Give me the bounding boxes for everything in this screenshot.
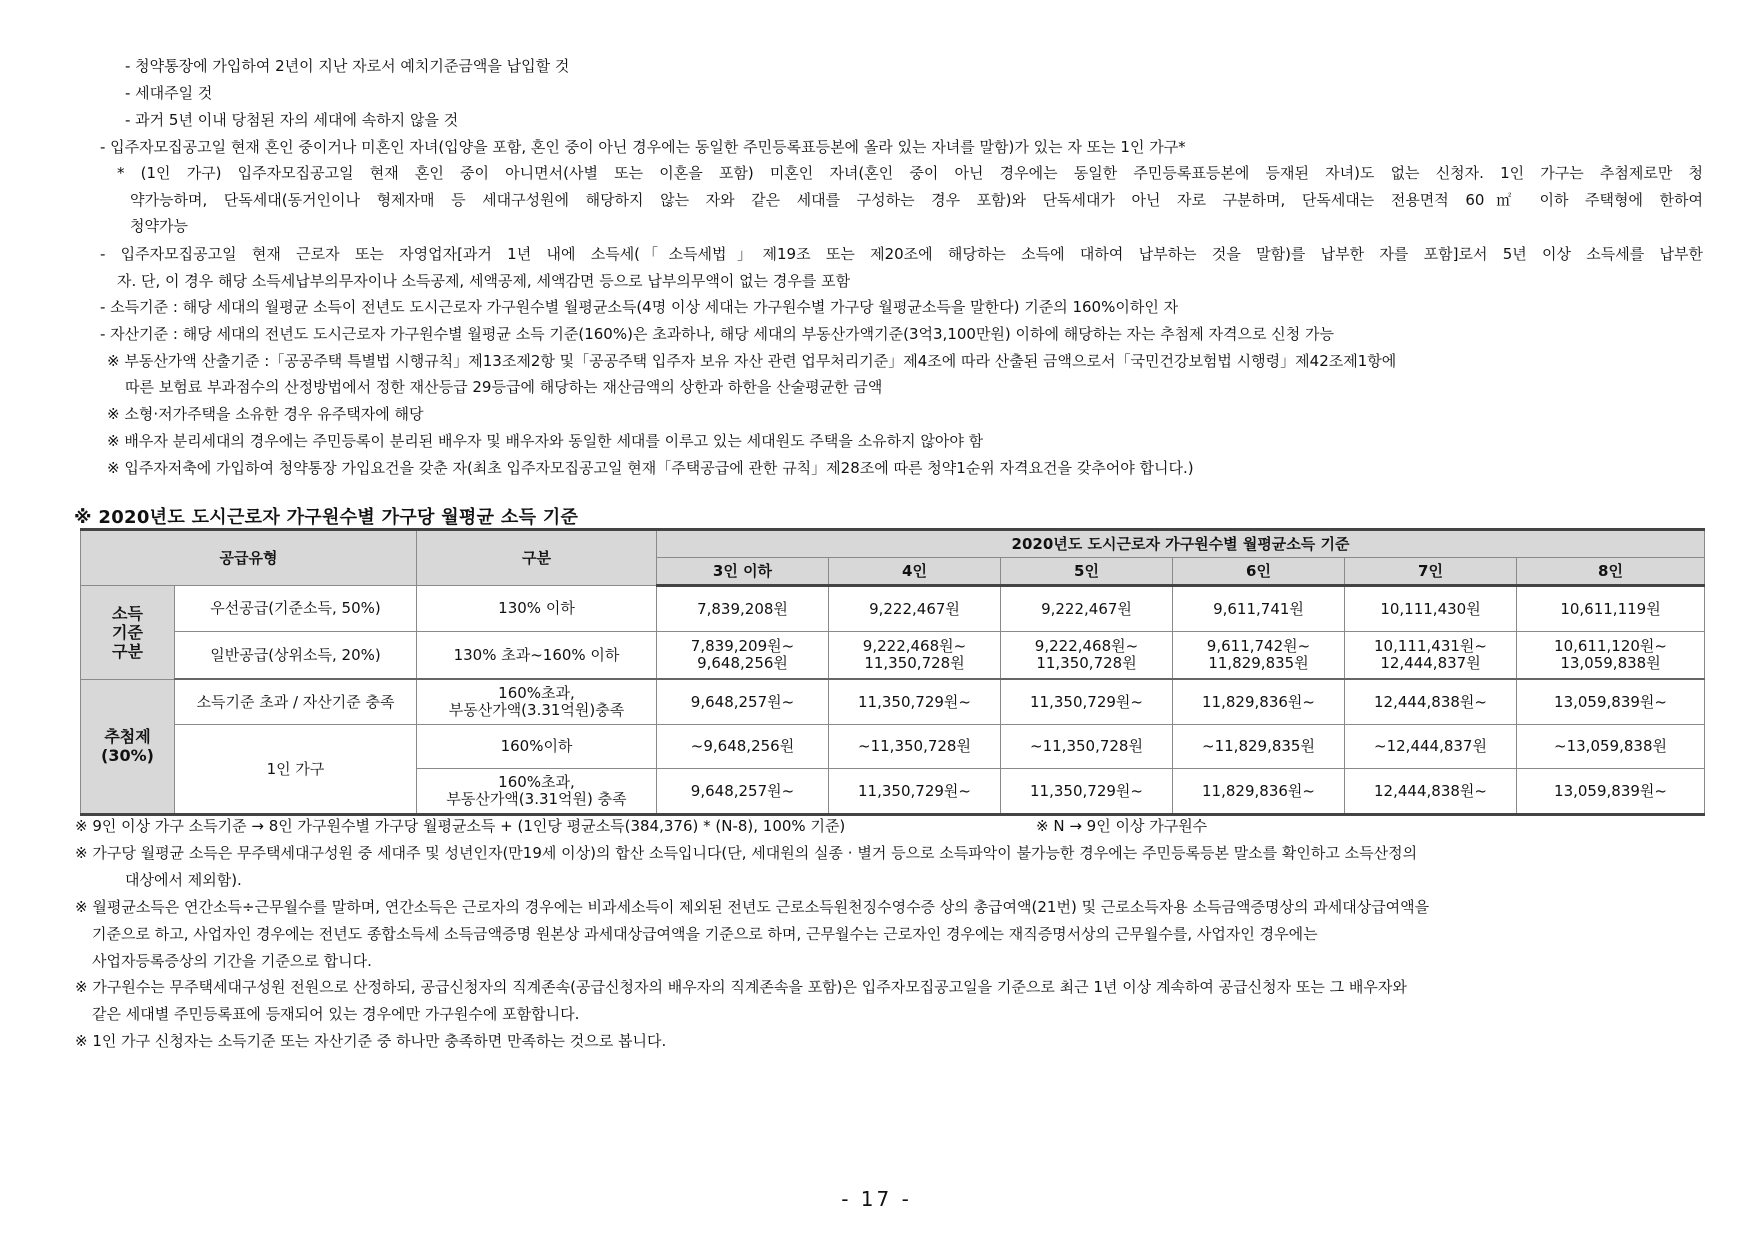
group-income-criteria bbox=[81, 586, 175, 680]
header-col: 7인 bbox=[1345, 558, 1517, 586]
row-type: 일반공급(상위소득, 20%) bbox=[175, 632, 417, 680]
amount-from: 9,222,468원~ bbox=[862, 637, 967, 655]
row-type: 1인 가구 bbox=[175, 725, 417, 815]
amount-range-cell bbox=[657, 632, 829, 680]
footnote: ※ 가구원수는 무주택세대구성원 전원으로 산정하되, 공급신청자의 직계존속(공급신청자의 배우자의 직계존속을 포함)은 입주자모집공고일을 기준으로 최근 1년 이상 계속하여 공급신청자 또는 그 배우자와 bbox=[75, 978, 1407, 996]
header-criteria: 2020년도 도시근로자 가구원수별 월평균소득 기준 bbox=[657, 530, 1705, 558]
amount-cell: 7,839,208원 bbox=[657, 586, 829, 632]
amount-cell: ~12,444,837원 bbox=[1345, 725, 1517, 769]
amount-to: 11,350,728원 bbox=[864, 654, 965, 672]
intro-line: * (1인 가구) 입주자모집공고일 현재 혼인 중이 아니면서(사별 또는 이혼을 포함) 미혼인 자녀(혼인 중이 아닌 경우에는 동일한 주민등록표등본에 등재된 자녀)도 없는 신청자. 1인 가구는 추첨제로만 청 bbox=[117, 164, 1703, 182]
amount-cell: 11,350,729원~ bbox=[1001, 679, 1173, 725]
row-type: 우선공급(기준소득, 50%) bbox=[175, 586, 417, 632]
amount-to: 11,350,728원 bbox=[1036, 654, 1137, 672]
intro-line: - 세대주일 것 bbox=[125, 84, 213, 102]
row-category: 160%이하 bbox=[417, 725, 657, 769]
amount-cell: 13,059,839원~ bbox=[1517, 679, 1705, 725]
amount-cell: 11,829,836원~ bbox=[1173, 679, 1345, 725]
row-category bbox=[417, 769, 657, 815]
group-label: 기준 bbox=[112, 622, 143, 642]
footnote: ※ 1인 가구 신청자는 소득기준 또는 자산기준 중 하나만 충족하면 만족하는 것으로 봅니다. bbox=[75, 1032, 667, 1050]
header-col: 3인 이하 bbox=[657, 558, 829, 586]
intro-line: 약가능하며, 단독세대(동거인이나 형제자매 등 세대구성원에 해당하지 않는 자와 같은 세대를 구성하는 경우 포함)와 단독세대가 아닌 자로 구분하며, 단독세대는 전용면적 60㎡ 이하 주택형에 한하여 bbox=[130, 191, 1703, 209]
footnote: 사업자등록증상의 기간을 기준으로 합니다. bbox=[92, 952, 372, 970]
amount-cell: 11,350,729원~ bbox=[829, 769, 1001, 815]
amount-cell: 12,444,838원~ bbox=[1345, 679, 1517, 725]
row-category: 130% 초과~160% 이하 bbox=[417, 632, 657, 680]
intro-note: 따른 보험료 부과점수의 산정방법에서 정한 재산등급 29등급에 해당하는 재산금액의 상한과 하한을 산술평균한 금액 bbox=[125, 378, 883, 396]
amount-from: 9,611,742원~ bbox=[1206, 637, 1311, 655]
amount-cell: 11,829,836원~ bbox=[1173, 769, 1345, 815]
amount-to: 13,059,838원 bbox=[1560, 654, 1661, 672]
amount-from: 10,611,120원~ bbox=[1554, 637, 1667, 655]
amount-cell: ~11,350,728원 bbox=[1001, 725, 1173, 769]
intro-note: ※ 소형·저가주택을 소유한 경우 유주택자에 해당 bbox=[107, 405, 424, 423]
amount-cell: 13,059,839원~ bbox=[1517, 769, 1705, 815]
amount-to: 9,648,256원 bbox=[697, 654, 788, 672]
amount-cell: ~13,059,838원 bbox=[1517, 725, 1705, 769]
header-col: 8인 bbox=[1517, 558, 1705, 586]
row-category: 130% 이하 bbox=[417, 586, 657, 632]
group-label: 구분 bbox=[112, 641, 143, 661]
amount-cell: 11,350,729원~ bbox=[1001, 769, 1173, 815]
amount-cell: ~11,350,728원 bbox=[829, 725, 1001, 769]
amount-cell: 11,350,729원~ bbox=[829, 679, 1001, 725]
header-col: 6인 bbox=[1173, 558, 1345, 586]
intro-line: 청약가능 bbox=[130, 217, 188, 235]
amount-to: 11,829,835원 bbox=[1208, 654, 1309, 672]
amount-cell: 10,611,119원 bbox=[1517, 586, 1705, 632]
table-row bbox=[81, 586, 1705, 632]
section-title: ※ 2020년도 도시근로자 가구원수별 가구당 월평균 소득 기준 bbox=[74, 507, 579, 528]
amount-cell: ~11,829,835원 bbox=[1173, 725, 1345, 769]
intro-line: - 소득기준 : 해당 세대의 월평균 소득이 전년도 도시근로자 가구원수별 월평균소득(4명 이상 세대는 가구원수별 가구당 월평균소득을 말한다) 기준의 160%이하인 자 bbox=[100, 298, 1179, 316]
row-type: 소득기준 초과 / 자산기준 충족 bbox=[175, 679, 417, 725]
header-col: 5인 bbox=[1001, 558, 1173, 586]
header-category: 구분 bbox=[417, 530, 657, 586]
amount-cell: 12,444,838원~ bbox=[1345, 769, 1517, 815]
amount-to: 12,444,837원 bbox=[1380, 654, 1481, 672]
category-line: 160%초과, bbox=[498, 684, 575, 702]
footnote: ※ 가구당 월평균 소득은 무주택세대구성원 중 세대주 및 성년인자(만19세 이상)의 합산 소득입니다(단, 세대원의 실종 · 별거 등으로 소득파악이 불가능한 경우에는 주민등록등본 말소를 확인하고 소득산정의 bbox=[75, 844, 1418, 862]
amount-range-cell bbox=[1345, 632, 1517, 680]
row-category bbox=[417, 679, 657, 725]
amount-range-cell bbox=[1001, 632, 1173, 680]
intro-line: - 입주자모집공고일 현재 근로자 또는 자영업자[과거 1년 내에 소득세(「소득세법」제19조 또는 제20조에 해당하는 소득에 대하여 납부하는 것을 말함)를 납부한 자를 포함]로서 5년 이상 소득세를 납부한 bbox=[100, 245, 1703, 263]
footnote: ※ 9인 이상 가구 소득기준 → 8인 가구원수별 가구당 월평균소득 + (1인당 평균소득(384,376) * (N-8), 100% 기준) bbox=[75, 817, 846, 835]
intro-line: - 입주자모집공고일 현재 혼인 중이거나 미혼인 자녀(입양을 포함, 혼인 중이 아닌 경우에는 동일한 주민등록표등본에 올라 있는 자녀를 말함)가 있는 자 또는 1인 가구* bbox=[100, 138, 1186, 156]
amount-range-cell bbox=[829, 632, 1001, 680]
amount-cell: 9,222,467원 bbox=[829, 586, 1001, 632]
intro-line: - 과거 5년 이내 당첨된 자의 세대에 속하지 않을 것 bbox=[125, 111, 459, 129]
category-line: 160%초과, bbox=[498, 773, 575, 791]
intro-line: - 자산기준 : 해당 세대의 전년도 도시근로자 가구원수별 월평균 소득 기준(160%)은 초과하나, 해당 세대의 부동산가액기준(3억3,100만원) 이하에 해당하는 자는 추첨제 자격으로 신청 가능 bbox=[100, 325, 1334, 343]
group-label: 소득 bbox=[112, 603, 143, 623]
amount-cell: 9,611,741원 bbox=[1173, 586, 1345, 632]
table-row bbox=[81, 679, 1705, 725]
amount-cell: 9,648,257원~ bbox=[657, 769, 829, 815]
group-label: (30%) bbox=[101, 746, 154, 766]
category-line: 부동산가액(3.31억원) 충족 bbox=[446, 790, 627, 808]
amount-cell: 9,222,467원 bbox=[1001, 586, 1173, 632]
intro-line: - 청약통장에 가입하여 2년이 지난 자로서 예치기준금액을 납입할 것 bbox=[125, 57, 570, 75]
table-row bbox=[81, 725, 1705, 769]
amount-cell: ~9,648,256원 bbox=[657, 725, 829, 769]
group-label: 추첨제 bbox=[104, 727, 151, 747]
group-lottery bbox=[81, 679, 175, 815]
income-standard-table bbox=[80, 528, 1705, 816]
footnote: ※ 월평균소득은 연간소득÷근무월수를 말하며, 연간소득은 근로자의 경우에는 비과세소득이 제외된 전년도 근로소득원천징수영수증 상의 총급여액(21번) 및 근로소득자용 소득금액증명상의 과세대상급여액을 bbox=[75, 898, 1430, 916]
page-number: - 17 - bbox=[841, 1187, 912, 1211]
category-line: 부동산가액(3.31억원)충족 bbox=[448, 701, 625, 719]
amount-from: 7,839,209원~ bbox=[690, 637, 795, 655]
intro-note: ※ 배우자 분리세대의 경우에는 주민등록이 분리된 배우자 및 배우자와 동일한 세대를 이루고 있는 세대원도 주택을 소유하지 않아야 함 bbox=[107, 432, 984, 450]
footnote: 기준으로 하고, 사업자인 경우에는 전년도 종합소득세 소득금액증명 원본상 과세대상급여액을 기준으로 하며, 근무월수는 근로자인 경우에는 재직증명서상의 근무월수를, 사업자인 경우에는 bbox=[92, 925, 1318, 943]
amount-cell: 9,648,257원~ bbox=[657, 679, 829, 725]
footnote: 대상에서 제외함). bbox=[125, 871, 242, 889]
amount-from: 10,111,431원~ bbox=[1374, 637, 1487, 655]
header-col: 4인 bbox=[829, 558, 1001, 586]
table-row bbox=[81, 632, 1705, 680]
amount-from: 9,222,468원~ bbox=[1034, 637, 1139, 655]
header-supply-type: 공급유형 bbox=[81, 530, 417, 586]
intro-note: ※ 입주자저축에 가입하여 청약통장 가입요건을 갖춘 자(최초 입주자모집공고일 현재「주택공급에 관한 규칙」제28조에 따른 청약1순위 자격요건을 갖추어야 합니다.) bbox=[107, 459, 1194, 477]
intro-note: ※ 부동산가액 산출기준 :「공공주택 특별법 시행규칙」제13조제2항 및「공공주택 입주자 보유 자산 관련 업무처리기준」제4조에 따라 산출된 금액으로서「국민건강보험법 시행령」제42조제1항에 bbox=[107, 352, 1397, 370]
footnote: 같은 세대별 주민등록표에 등재되어 있는 경우에만 가구원수에 포함합니다. bbox=[92, 1005, 580, 1023]
amount-range-cell bbox=[1517, 632, 1705, 680]
amount-range-cell bbox=[1173, 632, 1345, 680]
footnote: ※ N → 9인 이상 가구원수 bbox=[1036, 817, 1208, 835]
amount-cell: 10,111,430원 bbox=[1345, 586, 1517, 632]
intro-line: 자. 단, 이 경우 해당 소득세납부의무자이나 소득공제, 세액공제, 세액감면 등으로 납부의무액이 없는 경우를 포함 bbox=[117, 272, 851, 290]
